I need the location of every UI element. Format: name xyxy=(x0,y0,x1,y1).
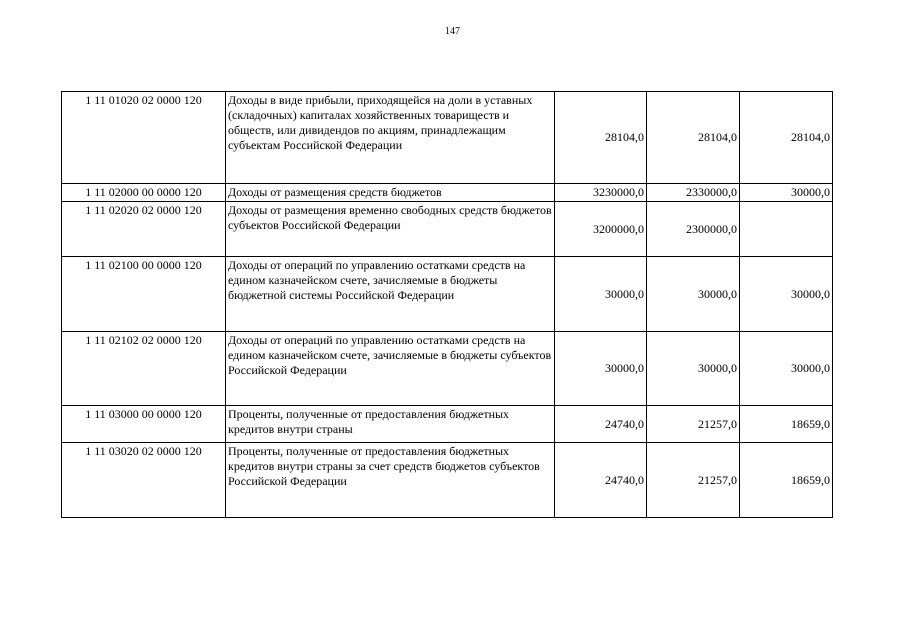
value-col-1: 3230000,0 xyxy=(555,184,647,202)
table-row xyxy=(62,92,833,184)
value-col-2: 2300000,0 xyxy=(647,202,740,257)
value-col-1: 30000,0 xyxy=(555,332,647,406)
value-col-1: 3200000,0 xyxy=(555,202,647,257)
table-row xyxy=(62,443,833,518)
table-row xyxy=(62,184,833,202)
revenue-name: Доходы от размещения временно свободных средств бюджетов субъектов Российской Федерации xyxy=(226,202,555,257)
revenue-name: Проценты, полученные от предоставления бюджетных кредитов внутри страны за счет средств бюджетов субъектов Российской Федерации xyxy=(226,443,555,518)
value-col-2: 28104,0 xyxy=(647,92,740,184)
value-col-2: 2330000,0 xyxy=(647,184,740,202)
revenue-name: Проценты, полученные от предоставления бюджетных кредитов внутри страны xyxy=(226,406,555,443)
value-col-2: 30000,0 xyxy=(647,332,740,406)
value-col-1: 24740,0 xyxy=(555,443,647,518)
revenue-name: Доходы в виде прибыли, приходящейся на доли в уставных (складочных) капиталах хозяйственных товариществ и обществ, или дивидендов по акциям, принадлежащим субъектам Российской Федерации xyxy=(226,92,555,184)
value-col-3: 18659,0 xyxy=(740,443,833,518)
value-col-3: 30000,0 xyxy=(740,257,833,332)
value-col-3 xyxy=(740,202,833,257)
budget-code: 1 11 03000 00 0000 120 xyxy=(62,406,226,443)
revenue-name: Доходы от операций по управлению остатками средств на едином казначейском счете, зачисляемые в бюджеты субъектов Российской Федерации xyxy=(226,332,555,406)
table-row xyxy=(62,257,833,332)
budget-code: 1 11 02100 00 0000 120 xyxy=(62,257,226,332)
budget-code: 1 11 01020 02 0000 120 xyxy=(62,92,226,184)
value-col-1: 24740,0 xyxy=(555,406,647,443)
table-row xyxy=(62,406,833,443)
revenue-name: Доходы от операций по управлению остатками средств на едином казначейском счете, зачисляемые в бюджеты бюджетной системы Российской Федерации xyxy=(226,257,555,332)
value-col-3: 28104,0 xyxy=(740,92,833,184)
value-col-1: 30000,0 xyxy=(555,257,647,332)
page-number: 147 xyxy=(445,26,460,37)
value-col-2: 30000,0 xyxy=(647,257,740,332)
value-col-3: 30000,0 xyxy=(740,332,833,406)
value-col-2: 21257,0 xyxy=(647,443,740,518)
value-col-3: 30000,0 xyxy=(740,184,833,202)
budget-code: 1 11 02020 02 0000 120 xyxy=(62,202,226,257)
revenue-name: Доходы от размещения средств бюджетов xyxy=(226,184,555,202)
revenue-table xyxy=(61,91,833,518)
budget-code: 1 11 03020 02 0000 120 xyxy=(62,443,226,518)
value-col-1: 28104,0 xyxy=(555,92,647,184)
budget-code: 1 11 02102 02 0000 120 xyxy=(62,332,226,406)
value-col-3: 18659,0 xyxy=(740,406,833,443)
budget-code: 1 11 02000 00 0000 120 xyxy=(62,184,226,202)
value-col-2: 21257,0 xyxy=(647,406,740,443)
table-row xyxy=(62,332,833,406)
table-row xyxy=(62,202,833,257)
